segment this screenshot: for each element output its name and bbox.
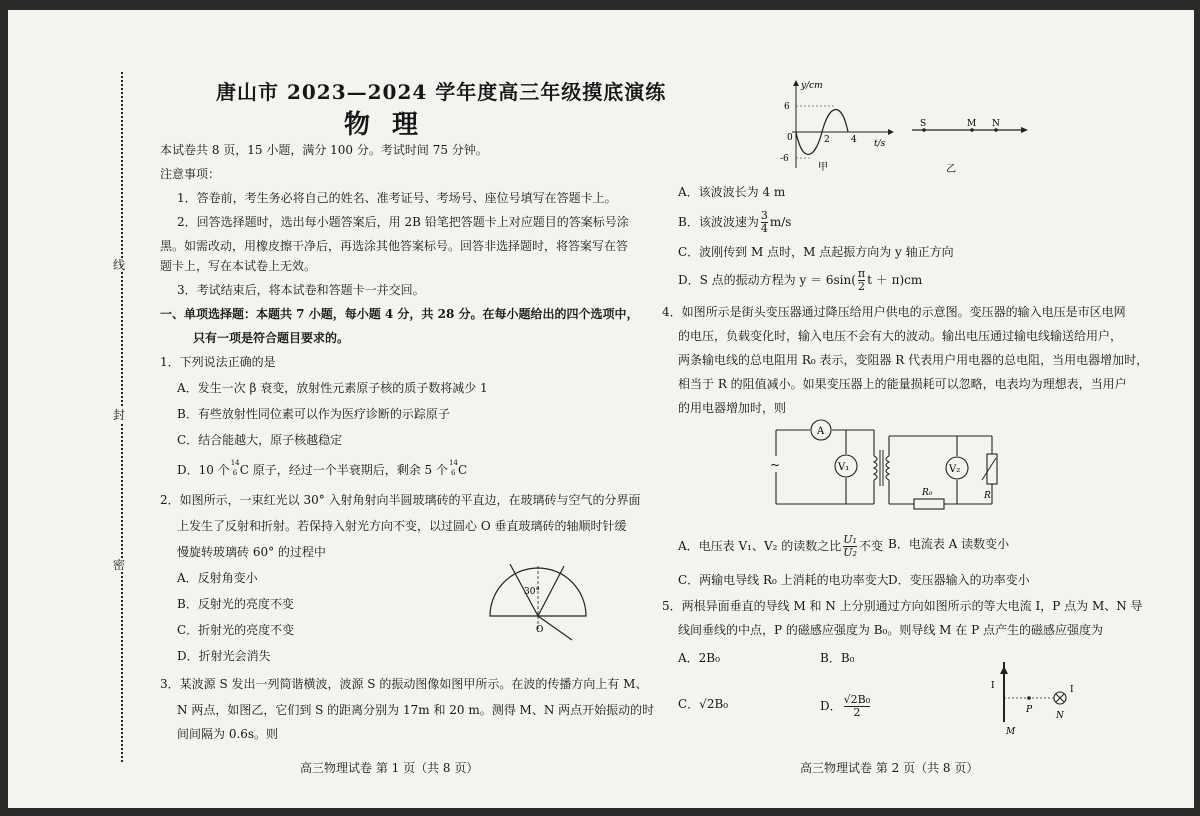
graph-x4: 4 — [851, 135, 857, 145]
fraction-num: 3 — [760, 209, 768, 222]
q4-stem-3: 两条输电线的总电阻用 R₀ 表示，变阻器 R 代表用户用电器的总电阻，当用电器增加时， — [678, 353, 1149, 367]
section-1-heading-2: 只有一项是符合题目要求的。 — [193, 331, 350, 345]
wire-m-current-label: I — [991, 681, 995, 691]
binding-char-secret: 密 — [113, 558, 126, 572]
q4-option-d: D．变压器输入的功率变小 — [888, 573, 1030, 587]
ac-source-icon: ~ — [770, 458, 781, 472]
isotope-z: 6 — [450, 469, 456, 477]
angle-label: 30° — [524, 587, 540, 597]
q5-d-prefix: D． — [820, 699, 842, 713]
subject-title: 物理 — [344, 110, 441, 140]
q2-stem-3: 慢旋转玻璃砖 60° 的过程中 — [177, 545, 326, 559]
current-up-arrow — [1000, 666, 1008, 674]
center-o-label: O — [536, 625, 544, 635]
fraction-den: 2 — [858, 280, 866, 293]
isotope-z: 6 — [232, 469, 238, 477]
section-1-heading: 一、单项选择题：本题共 7 小题，每小题 4 分，共 28 分。在每小题给出的四个选项中， — [160, 307, 639, 321]
q4-stem-1: 4．如图所示是街头变压器通过降压给用户供电的示意图。变压器的输入电压是市区电网 — [662, 305, 1126, 319]
q5-option-a: A．2B₀ — [678, 651, 720, 665]
q4-a-suffix: 不变 — [858, 539, 883, 553]
q2-option-c: C．折射光的亮度不变 — [177, 623, 295, 637]
q2-stem-2: 上发生了反射和折射。若保持入射光方向不变，以过圆心 O 垂直玻璃砖的轴顺时针缓 — [177, 519, 627, 533]
label-m: M — [967, 119, 977, 129]
primary-coil — [874, 456, 877, 480]
binding-char-seal: 封 — [113, 408, 126, 422]
q2-semicircle-figure — [488, 560, 588, 640]
exam-title: 唐山市 2023—2024 学年度高三年级摸底演练 — [216, 80, 667, 104]
point-p — [1027, 696, 1031, 700]
note-1: 1．答卷前，考生务必将自己的姓名、准考证号、考场号、座位号填写在答题卡上。 — [177, 191, 617, 205]
q1-option-b: B．有些放射性同位素可以作为医疗诊断的示踪原子 — [177, 407, 450, 421]
resistor-r0 — [914, 499, 944, 509]
q4-stem-5: 的用电器增加时，则 — [678, 401, 787, 415]
ammeter-label: A — [817, 426, 825, 437]
v2-label: V₂ — [949, 464, 961, 475]
q5-option-c: C．√2B₀ — [678, 697, 729, 711]
fraction-den: 2 — [853, 706, 861, 719]
q4-option-c: C．两输电导线 R₀ 上消耗的电功率变大 — [678, 573, 889, 587]
q4-stem-2: 的电压，负载变化时，输入电压不会有大的波动。输出电压通过输电线输送给用户， — [678, 329, 1123, 343]
graph-origin: 0 — [787, 133, 793, 143]
q3-d-prefix: D．S 点的振动方程为 y ＝ 6sin( — [678, 273, 856, 287]
point-p-label: P — [1026, 705, 1033, 715]
isotope-mass: 14 — [448, 459, 458, 467]
r-label: R — [984, 491, 991, 501]
q5-stem-1: 5．两根异面垂直的导线 M 和 N 上分别通过方向如图所示的等大电流 I，P 点为 M、N 导 — [662, 599, 1143, 613]
q2-option-a: A．反射角变小 — [177, 571, 258, 585]
q3-d-suffix: t ＋ π)cm — [867, 273, 923, 287]
q5-wires-figure — [986, 660, 1078, 740]
fraction-3-4 — [761, 210, 768, 235]
wire-n-current-label: I — [1070, 685, 1074, 695]
fraction-pi-2 — [858, 268, 865, 293]
footer-page-1: 高三物理试卷 第 1 页（共 8 页） — [300, 761, 479, 775]
isotope-mass: 14 — [230, 459, 240, 467]
graph-ylabel: y/cm — [801, 81, 823, 91]
graph-y-pos: 6 — [784, 102, 790, 112]
binding-char-line: 线 — [113, 258, 126, 272]
q1-option-a: A．发生一次 β 衰变，放射性元素原子核的质子数将减少 1 — [177, 381, 488, 395]
q1-option-c: C．结合能越大，原子核越稳定 — [177, 433, 343, 447]
fraction-u1-u2 — [843, 534, 857, 559]
graph-caption-a: 甲 — [818, 162, 828, 173]
fraction-den: 4 — [760, 222, 768, 235]
q4-circuit-figure — [770, 420, 1000, 516]
q1-d-suffix: C — [457, 463, 468, 477]
note-2-line-3: 题卡上，写在本试卷上无效。 — [160, 259, 317, 273]
q3-option-d — [678, 268, 922, 293]
notes-heading: 注意事项： — [160, 167, 221, 181]
q2-option-b: B．反射光的亮度不变 — [177, 597, 294, 611]
q3-b-suffix: m/s — [769, 215, 792, 229]
y-axis-arrow — [793, 80, 799, 86]
q3-option-a: A．该波波长为 4 m — [678, 185, 786, 199]
q4-option-b: B．电流表 A 读数变小 — [888, 537, 1010, 551]
graph-xlabel: t/s — [874, 139, 886, 149]
q3-stem-2: N 两点，如图乙，它们到 S 的距离分别为 17m 和 20 m。测得 M、N 两点开始振动的时 — [177, 703, 655, 717]
q1-d-middle: C 原子，经过一个半衰期后，剩余 5 个 — [239, 463, 448, 477]
secondary-coil — [886, 456, 889, 480]
t-axis-arrow — [888, 129, 894, 135]
graph-y-neg: -6 — [780, 154, 789, 164]
q5-option-b: B．B₀ — [820, 651, 855, 665]
q3-stem-3: 间间隔为 0.6s。则 — [177, 727, 279, 741]
wave-line-arrow — [1021, 127, 1028, 133]
note-2-line-2: 黑。如需改动，用橡皮擦干净后，再选涂其他答案标号。回答非选择题时，将答案写在答 — [160, 239, 629, 253]
q3-stem-1: 3．某波源 S 发出一列简谐横波，波源 S 的振动图像如图甲所示。在波的传播方向上有 M、 — [160, 677, 648, 691]
q4-stem-4: 相当于 R 的阻值减小。如果变压器上的能量损耗可以忽略，电表均为理想表，当用户 — [678, 377, 1127, 391]
reflected-ray — [538, 566, 564, 616]
q3-b-prefix: B．该波波速为 — [678, 215, 759, 229]
wire-m-label: M — [1006, 727, 1016, 737]
q3-option-c: C．波刚传到 M 点时，M 点起振方向为 y 轴正方向 — [678, 245, 954, 259]
q3-option-b — [678, 210, 791, 235]
isotope-c14-b — [448, 459, 458, 477]
footer-page-2: 高三物理试卷 第 2 页（共 8 页） — [800, 761, 979, 775]
q4-option-a — [678, 534, 883, 559]
v1-label: V₁ — [838, 462, 850, 473]
graph-x2: 2 — [824, 135, 830, 145]
fraction-num: √2B₀ — [843, 693, 871, 706]
fraction-den: U₂ — [843, 546, 857, 559]
label-s: S — [920, 119, 927, 129]
q5-option-d — [820, 694, 872, 719]
r0-label: R₀ — [922, 488, 933, 498]
note-3: 3．考试结束后，将本试卷和答题卡一并交回。 — [177, 283, 425, 297]
q1-option-d — [177, 459, 468, 478]
fraction-num: π — [857, 267, 866, 280]
q3-vibration-graph — [780, 78, 894, 173]
q5-stem-2: 线间垂线的中点，P 的磁感应强度为 B₀。则导线 M 在 P 点产生的磁感应强度为 — [678, 623, 1103, 637]
q3-line-figure — [910, 116, 1030, 176]
q1-stem: 1．下列说法正确的是 — [160, 355, 276, 369]
q4-a-prefix: A．电压表 V₁、V₂ 的读数之比 — [678, 539, 842, 553]
line-caption-b: 乙 — [946, 164, 956, 175]
label-n: N — [992, 119, 1000, 129]
fraction-root2-b0 — [844, 694, 871, 719]
note-2-line-1: 2．回答选择题时，选出每小题答案后，用 2B 铅笔把答题卡上对应题目的答案标号涂 — [177, 215, 629, 229]
fraction-num: U₁ — [843, 533, 857, 546]
isotope-c14-a — [230, 459, 240, 477]
wire-n-label: N — [1056, 711, 1064, 721]
q2-option-d: D．折射光会消失 — [177, 649, 271, 663]
q2-stem-1: 2．如图所示，一束红光以 30° 入射角射向半圆玻璃砖的平直边，在玻璃砖与空气的分界面 — [160, 493, 641, 507]
exam-intro: 本试卷共 8 页，15 小题，满分 100 分。考试时间 75 分钟。 — [160, 143, 488, 157]
q1-d-prefix: D．10 个 — [177, 463, 230, 477]
